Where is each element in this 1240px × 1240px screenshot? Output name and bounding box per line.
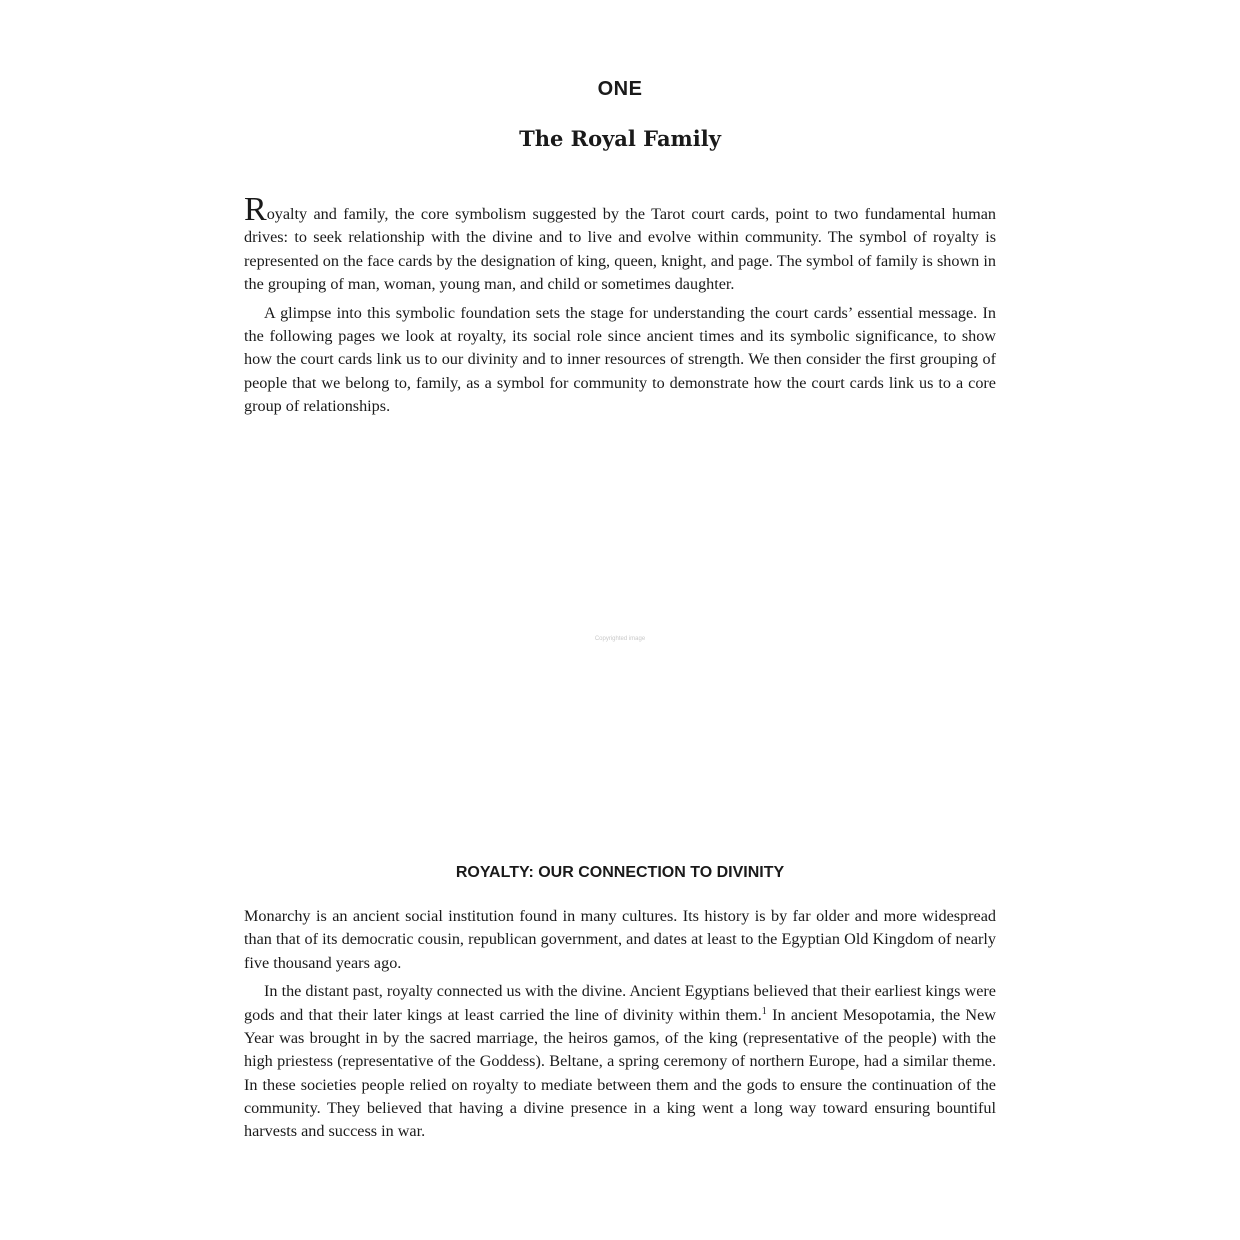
- section-paragraph-2: [244, 980, 996, 1143]
- drop-cap: R: [244, 191, 267, 228]
- intro-text: [244, 191, 996, 424]
- section-paragraph-2-continued: In ancient Mesopotamia, the New Year was brought in by the sacred marriage, the heiros gamos, of the king (representative of the people) with the high priestess (representative of the Goddess). Beltane, a spring ceremony of northern Europe, had a similar theme. In these societies people relied on royalty to mediate between them and the gods to ensure the continuation of the community. They believed that having a divine presence in a king went a long way toward ensuring bountiful harvests and success in war.: [244, 1005, 996, 1141]
- intro-paragraph-1-text: oyalty and family, the core symbolism suggested by the Tarot court cards, point to two fundamental human drives: to seek relationship with the divine and to live and evolve within community. The symbol of royalty is represented on the face cards by the designation of king, queen, knight, and page. The symbol of family is shown in the grouping of man, woman, young man, and child or sometimes daughter.: [244, 205, 996, 293]
- section-text: [244, 905, 996, 1149]
- section-heading: ROYALTY: OUR CONNECTION TO DIVINITY: [455, 864, 785, 881]
- chapter-title: The Royal Family: [519, 126, 721, 151]
- section-paragraph-1: Monarchy is an ancient social institution found in many cultures. Its history is by far older and more widespread than that of its democratic cousin, republican government, and dates at least to the Egyptian Old Kingdom of nearly five thousand years ago.: [244, 907, 996, 972]
- copyright-watermark: Copyrighted image: [594, 636, 646, 642]
- intro-paragraph-2: A glimpse into this symbolic foundation sets the stage for understanding the court cards’ essential message. In the following pages we look at royalty, its social role since ancient times and its symbolic significance, to show how the court cards link us to our divinity and to inner resources of strength. We then consider the first grouping of people that we belong to, family, as a symbol for community to demonstrate how the court cards link us to a core group of relationships.: [244, 303, 996, 415]
- footnote-reference: 1: [761, 1005, 767, 1017]
- intro-paragraph-1: [244, 191, 996, 296]
- section-paragraph-2-text: In the distant past, royalty connected us with the divine. Ancient Egyptians believed that their earliest kings were gods and that their later kings at least carried the line of divinity within them.: [244, 982, 996, 1024]
- chapter-number: ONE: [597, 78, 643, 100]
